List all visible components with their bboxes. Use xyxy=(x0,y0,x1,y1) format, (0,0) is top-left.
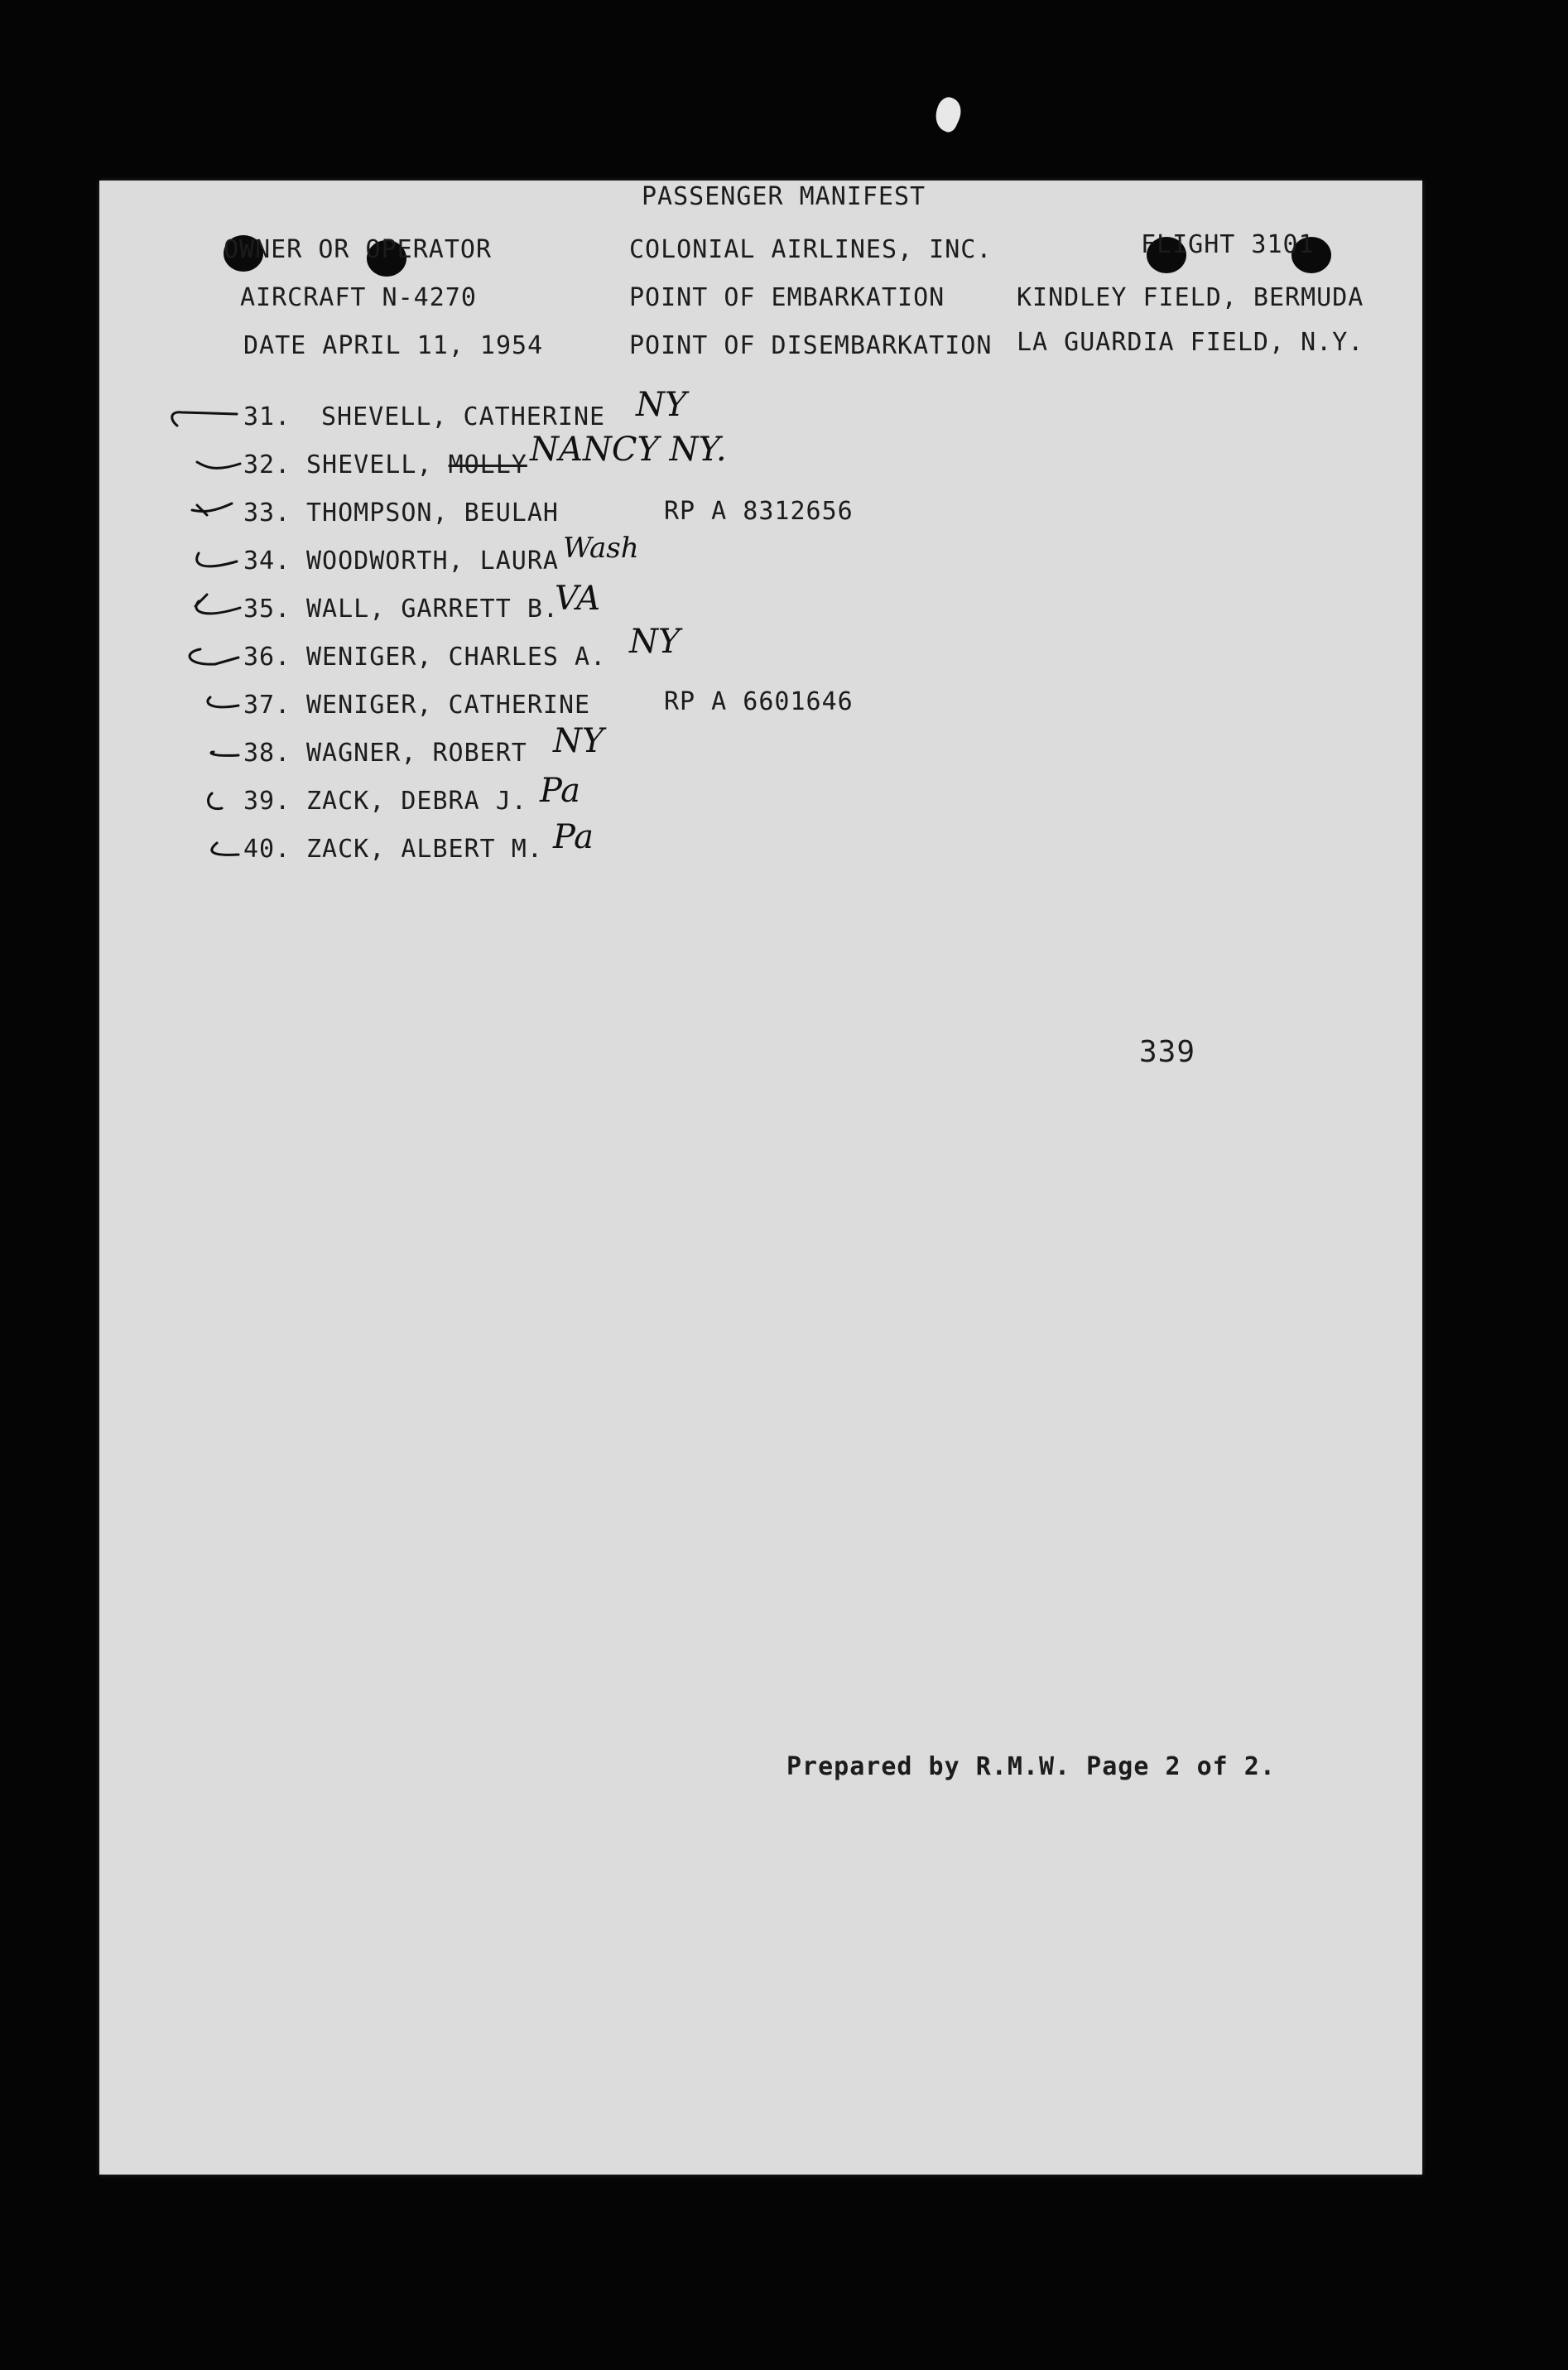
manifest-title: PASSENGER MANIFEST xyxy=(642,182,926,211)
passenger-number: 39. xyxy=(243,787,291,816)
struck-first-name: MOLLY xyxy=(448,450,527,479)
passenger-number: 31. xyxy=(243,402,291,431)
passenger-number: 33. xyxy=(243,499,291,527)
passenger-name: ZACK, DEBRA J. xyxy=(306,787,527,816)
passenger-name: WENIGER, CATHERINE xyxy=(306,691,591,720)
passport-number: RP A 6601646 xyxy=(664,687,854,716)
prepared-by-footer: Prepared by R.M.W. Page 2 of 2. xyxy=(786,1752,1276,1781)
owner-label: OWNER OR OPERATOR xyxy=(224,235,493,264)
passenger-name-prefix: SHEVELL, xyxy=(306,450,433,479)
aircraft-label: AIRCRAFT N-4270 xyxy=(240,283,477,312)
embarkation-place: KINDLEY FIELD, BERMUDA xyxy=(1017,283,1364,312)
handwritten-state-note: NY xyxy=(553,722,604,760)
manifest-sheet xyxy=(99,181,1422,2175)
passenger-name: WAGNER, ROBERT xyxy=(306,739,527,768)
carrier-name: COLONIAL AIRLINES, INC. xyxy=(629,235,993,264)
handwritten-state-note: VA xyxy=(555,580,601,618)
stamped-page-number: 339 xyxy=(1139,1035,1196,1069)
passenger-number: 32. xyxy=(243,450,291,479)
passenger-number: 40. xyxy=(243,835,291,864)
handwritten-state-note: Pa xyxy=(540,772,580,810)
handwritten-state-note: NY xyxy=(636,386,687,424)
handwritten-state-note: Pa xyxy=(553,818,594,856)
passport-number: RP A 8312656 xyxy=(664,497,854,526)
passenger-name: WENIGER, CHARLES A. xyxy=(306,643,607,672)
passenger-name: WALL, GARRETT B. xyxy=(306,595,559,624)
embarkation-label: POINT OF EMBARKATION xyxy=(629,283,945,312)
passenger-number: 36. xyxy=(243,643,291,672)
date-label: DATE APRIL 11, 1954 xyxy=(243,331,544,360)
scan-speck xyxy=(930,94,966,135)
passenger-name: WOODWORTH, LAURA xyxy=(306,547,559,576)
passenger-number: 35. xyxy=(243,595,291,624)
handwritten-state-note: Wash xyxy=(563,532,639,565)
handwritten-state-note: NY xyxy=(629,623,681,661)
passenger-number: 38. xyxy=(243,739,291,768)
passenger-number: 34. xyxy=(243,547,291,576)
flight-number: FLIGHT 3101 xyxy=(1141,230,1315,259)
passenger-name: ZACK, ALBERT M. xyxy=(306,835,543,864)
disembarkation-label: POINT OF DISEMBARKATION xyxy=(629,331,993,360)
handwritten-correction-note: NANCY NY. xyxy=(530,431,727,469)
passenger-name: THOMPSON, BEULAH xyxy=(306,499,559,527)
passenger-name: SHEVELL, CATHERINE xyxy=(321,402,606,431)
disembarkation-place: LA GUARDIA FIELD, N.Y. xyxy=(1017,328,1364,357)
passenger-number: 37. xyxy=(243,691,291,720)
handwritten-check-marks xyxy=(99,181,1422,926)
